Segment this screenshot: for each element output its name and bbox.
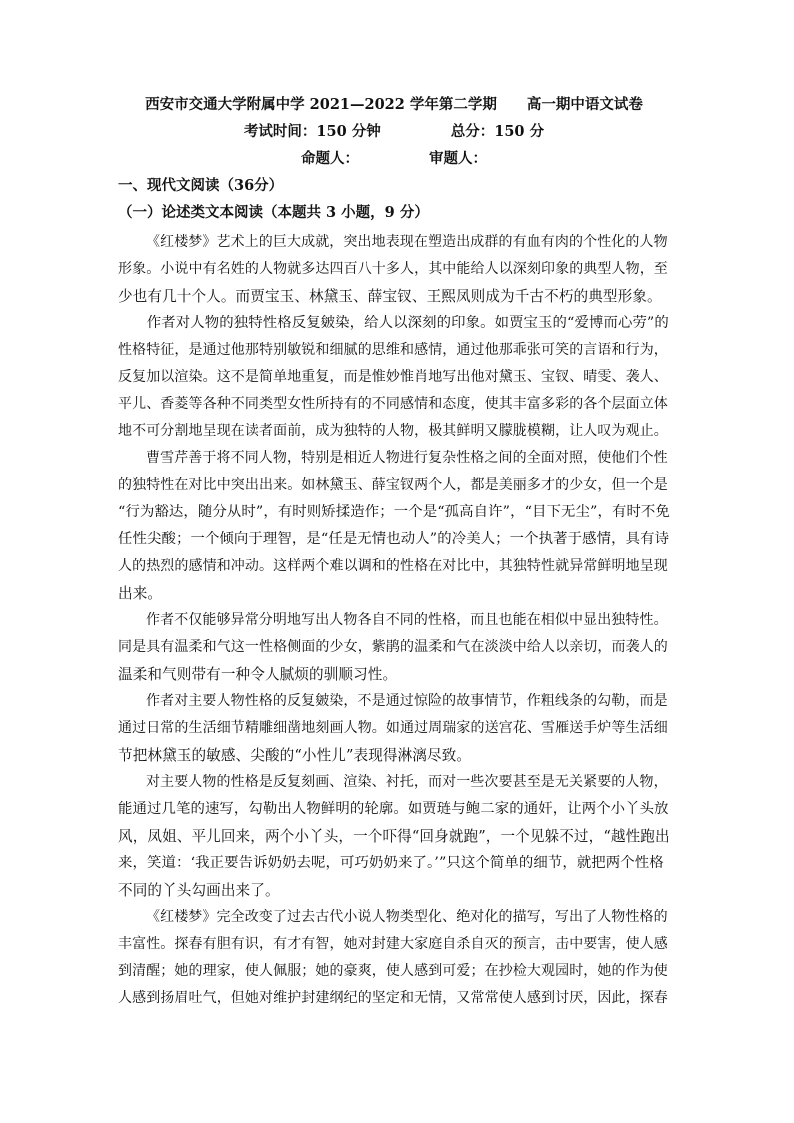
passage-paragraph [118, 607, 670, 688]
subsection-heading: （一）论述类文本阅读（本题共 3 小题，9 分） [118, 204, 429, 221]
paragraph-line: 《红楼梦》艺术上的巨大成就，突出地表现在塑造出成群的有血有肉的个性化的人物 [146, 234, 668, 250]
paragraph-line: 反复加以渲染。这不是简单地重复，而是惟妙惟肖地写出他对黛玉、宝钗、晴雯、袭人、 [118, 369, 668, 385]
paragraph-line: 能通过几笔的速写，勾勒出人物鲜明的轮廓。如贾琏与鲍二家的通奸，让两个小丫头放 [118, 801, 669, 817]
paragraph-line: 少也有几十个人。而贾宝玉、林黛玉、薛宝钗、王熙凤则成为千古不朽的典型形象。 [118, 288, 662, 305]
question-reviewer: 审题人： [429, 150, 487, 167]
section-heading: 一、现代文阅读（36分） [118, 177, 284, 194]
paragraph-line: 到清醒；她的理家，使人佩服；她的豪爽，使人感到可爱；在抄检大观园时，她的作为使 [118, 963, 668, 979]
exam-page [118, 94, 670, 1012]
passage-paragraph [118, 310, 670, 445]
passage-paragraph [118, 904, 670, 1012]
reading-passage [118, 229, 670, 1012]
paragraph-line: 任性尖酸；一个倾向于理智，是“任是无情也动人”的冷美人；一个执著于感情，具有诗 [118, 531, 670, 547]
paragraph-line: 性格特征，是通过他那特别敏锐和细腻的思维和感情，通过他那乖张可笑的言语和行为， [118, 342, 668, 358]
passage-paragraph [118, 769, 670, 904]
paragraph-line: 丰富性。探春有胆有识，有才有智，她对封建大家庭自杀自灭的预言，击中要害，使人感 [118, 936, 668, 952]
exam-title-line [118, 94, 670, 121]
question-setter: 命题人： [301, 150, 359, 167]
exam-total-score: 总分：150 分 [450, 123, 545, 140]
paragraph-line: 人的热烈的感情和冲动。这样两个难以调和的性格在对比中，其独特性就异常鲜明地呈现 [118, 558, 668, 574]
exam-staff-line [118, 148, 670, 175]
paragraph-line: 同是具有温柔和气这一性格侧面的少女，紫鹃的温柔和气在淡淡中给人以亲切，而袭人的 [118, 639, 668, 655]
paragraph-line: 节把林黛玉的敏感、尖酸的“小性儿”表现得淋漓尽致。 [118, 747, 472, 764]
paragraph-line: 不同的丫头勾画出来了。 [118, 882, 280, 899]
paragraph-line: 出来。 [118, 585, 163, 602]
passage-paragraph [118, 445, 670, 607]
paragraph-line: 地不可分割地呈现在读者面前，成为独特的人物，极其鲜明又朦胧模糊，让人叹为观止。 [118, 423, 668, 439]
paragraph-line: 来，笑道：‘我正要告诉奶奶去呢，可巧奶奶来了。’”只这个简单的细节，就把两个性格 [118, 855, 664, 871]
paragraph-line: 的独特性在对比中突出出来。如林黛玉、薛宝钗两个人，都是美丽多才的少女，但一个是 [118, 477, 668, 493]
paragraph-line: 温柔和气则带有一种令人腻烦的驯顺习性。 [118, 666, 398, 683]
exam-title: 高一期中语文试卷 [526, 96, 643, 113]
paragraph-line: “行为豁达，随分从时”，有时则矫揉造作；一个是“孤高自许”，“目下无尘”，有时不免 [118, 504, 670, 520]
paragraph-line: 曹雪芹善于将不同人物，特别是相近人物进行复杂性格之间的全面对照，使他们个性 [146, 450, 668, 466]
paragraph-line: 作者对主要人物性格的反复皴染，不是通过惊险的故事情节，作粗线条的勾勒，而是 [146, 693, 668, 709]
paragraph-line: 对主要人物的性格是反复刻画、渲染、衬托，而对一些次要甚至是无关紧要的人物， [146, 774, 668, 790]
paragraph-line: 人感到扬眉吐气，但她对维护封建纲纪的坚定和无情，又常常使人感到讨厌，因此，探春 [118, 990, 668, 1006]
paragraph-line: 风，凤姐、平儿回来，两个小丫头，一个吓得“回身就跑”，一个见躲不过，“越性跑出 [118, 828, 670, 845]
passage-paragraph [118, 229, 670, 310]
paragraph-line: 平儿、香菱等各种不同类型女性所持有的不同感情和态度，使其丰富多彩的各个层面立体 [118, 396, 668, 412]
paragraph-line: 作者对人物的独特性格反复皴染，给人以深刻的印象。如贾宝玉的“爱博而心劳”的 [146, 315, 669, 331]
school-title: 西安市交通大学附属中学 2021—2022 学年第二学期 [145, 96, 497, 113]
passage-paragraph [118, 688, 670, 769]
exam-time: 考试时间：150 分钟 [243, 123, 381, 140]
paragraph-line: 作者不仅能够异常分明地写出人物各自不同的性格，而且也能在相似中显出独特性。 [146, 612, 668, 628]
paragraph-line: 通过日常的生活细节精雕细凿地刻画人物。如通过周瑞家的送宫花、雪雁送手炉等生活细 [118, 720, 668, 736]
paragraph-line: 形象。小说中有名姓的人物就多达四百八十多人，其中能给人以深刻印象的典型人物，至 [118, 261, 668, 277]
exam-info-line [118, 121, 670, 148]
paragraph-line: 《红楼梦》完全改变了过去古代小说人物类型化、绝对化的描写，写出了人物性格的 [146, 909, 668, 925]
